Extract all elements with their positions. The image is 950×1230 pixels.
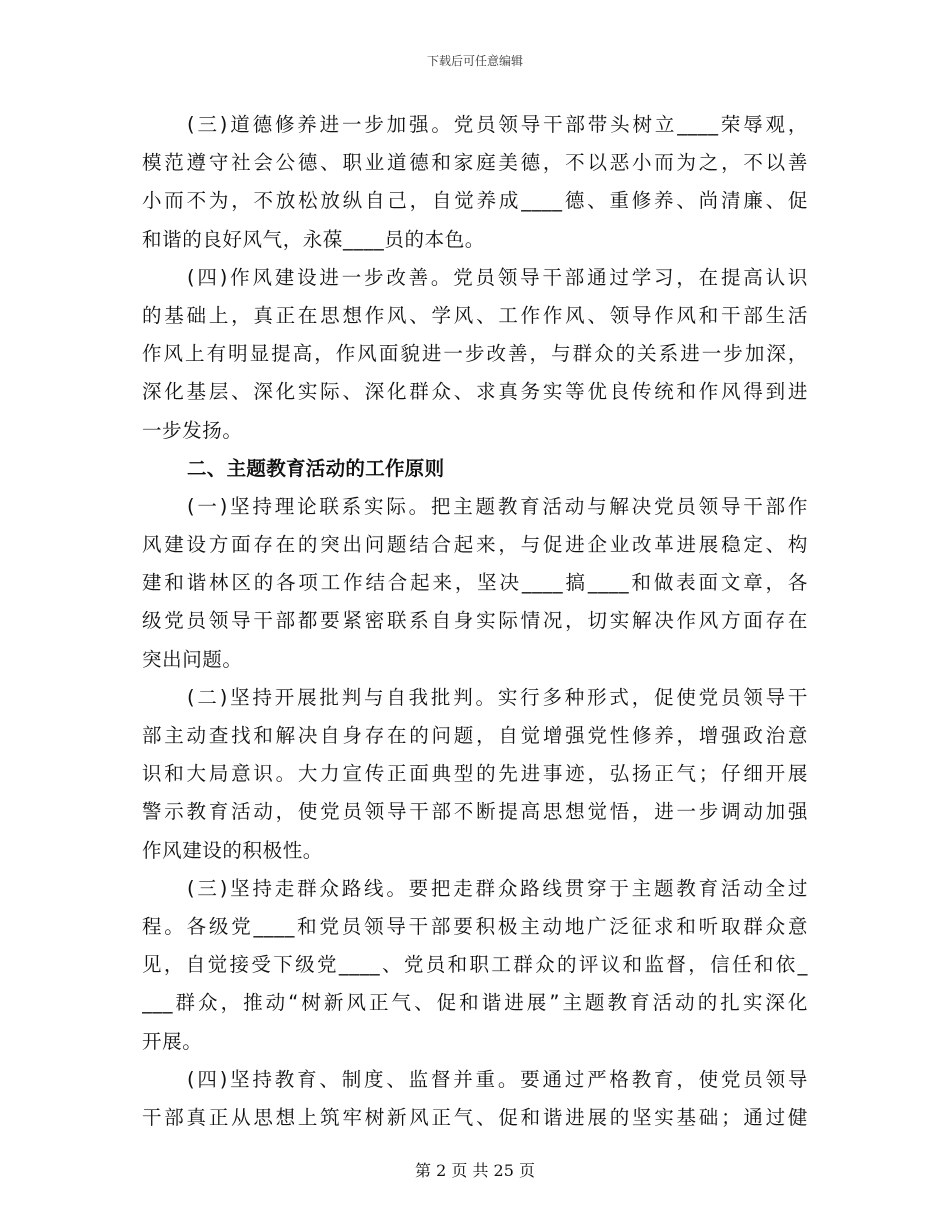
paragraph-line: 部主动查找和解决自身存在的问题，自觉增强党性修养，增强政治意 (142, 724, 808, 747)
paragraph-line: 干部真正从思想上筑牢树新风正气、促和谐进展的坚实基础；通过健 (142, 1105, 808, 1129)
paragraph-line: (三)坚持走群众路线。要把走群众路线贯穿于主题教育活动全过 (187, 876, 808, 900)
paragraph-line: 风建设方面存在的突出问题结合起来，与促进企业改革进展稳定、构 (142, 533, 808, 557)
paragraph-line: 模范遵守社会公德、职业道德和家庭美德，不以恶小而为之，不以善 (142, 151, 808, 175)
paragraph-line: (四)坚持教育、制度、监督并重。要通过严格教育，使党员领导 (187, 1067, 808, 1091)
paragraph-line: 和谐的良好风气，永葆____员的本色。 (142, 227, 485, 251)
paragraph-line: (四)作风建设进一步改善。党员领导干部通过学习，在提高认识 (187, 265, 808, 289)
paragraph-line: 的基础上，真正在思想作风、学风、工作作风、领导作风和干部生活 (142, 303, 808, 327)
paragraph-line: 程。各级党____和党员领导干部要积极主动地广泛征求和听取群众意 (142, 914, 808, 938)
paragraph-line: 级党员领导干部都要紧密联系自身实际情况，切实解决作风方面存在 (142, 609, 808, 633)
paragraph-line: 突出问题。 (142, 647, 243, 671)
paragraph-line: 见，自觉接受下级党____、党员和职工群众的评议和监督，信任和依_ (142, 953, 808, 977)
paragraph-line: 警示教育活动，使党员领导干部不断提高思想觉悟，进一步调动加强 (142, 800, 808, 824)
section-heading: 二、主题教育活动的工作原则 (187, 456, 445, 480)
paragraph-line: 建和谐林区的各项工作结合起来，坚决____搞____和做表面文章，各 (142, 571, 808, 595)
paragraph-line: 作风建设的积极性。 (142, 838, 323, 862)
paragraph-line: ___群众，推动“树新风正气、促和谐进展”主题教育活动的扎实深化 (142, 991, 808, 1015)
paragraph-line: (三)道德修养进一步加强。党员领导干部带头树立____荣辱观， (187, 113, 808, 136)
paragraph-line: 作风上有明显提高，作风面貌进一步改善，与群众的关系进一步加深， (142, 342, 808, 366)
paragraph-line: 识和大局意识。大力宣传正面典型的先进事迹，弘扬正气；仔细开展 (142, 762, 808, 786)
paragraph-line: 深化基层、深化实际、深化群众、求真务实等优良传统和作风得到进 (142, 380, 808, 404)
document-body (142, 106, 808, 1137)
paragraph-line: (二)坚持开展批判与自我批判。实行多种形式，促使党员领导干 (187, 685, 808, 709)
page-footer: 第 2 页 共 25 页 (415, 1161, 535, 1180)
paragraph-line: 一步发扬。 (142, 418, 243, 442)
page-header: 下载后可任意编辑 (426, 54, 523, 68)
paragraph-line: 小而不为，不放松放纵自己，自觉养成____德、重修养、尚清廉、促 (142, 189, 808, 213)
paragraph-line: (一)坚持理论联系实际。把主题教育活动与解决党员领导干部作 (187, 494, 808, 518)
paragraph-line: 开展。 (142, 1029, 203, 1053)
